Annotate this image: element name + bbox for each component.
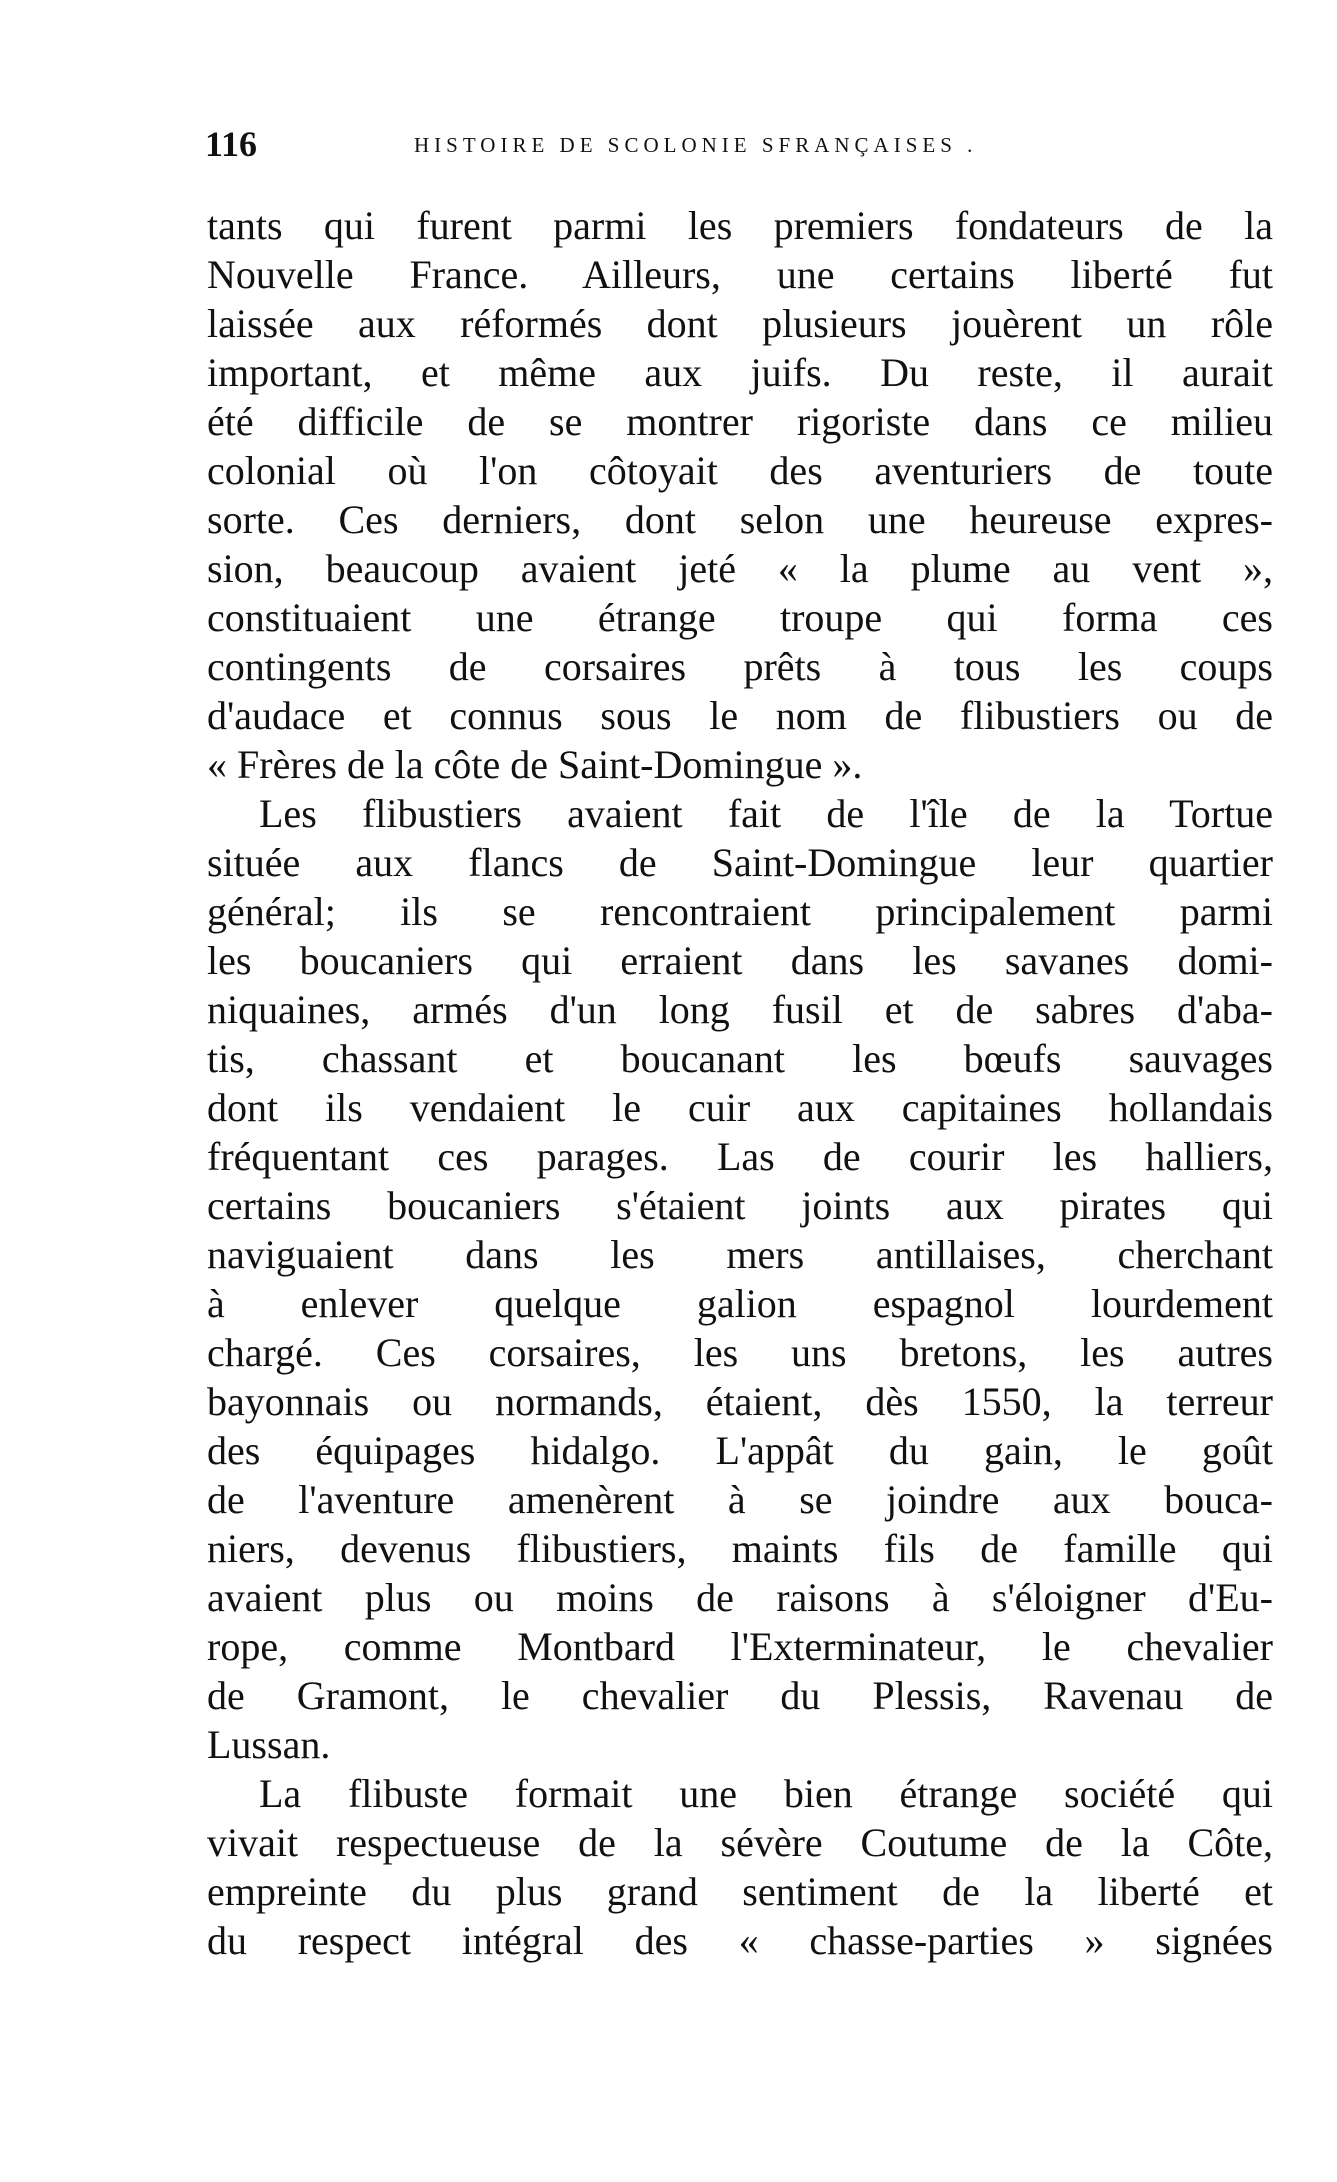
- text-line: colonial où l'on côtoyait des aventuriers de toute: [207, 448, 1273, 493]
- text-line: tants qui furent parmi les premiers fondateurs de la: [207, 203, 1273, 248]
- text-line: avaient plus ou moins de raisons à s'éloigner d'Eu-: [207, 1575, 1273, 1620]
- text-line: niers, devenus flibustiers, maints fils de famille qui: [207, 1526, 1273, 1571]
- text-line: dont ils vendaient le cuir aux capitaines hollandais: [207, 1085, 1273, 1130]
- text-line: naviguaient dans les mers antillaises, cherchant: [207, 1232, 1273, 1277]
- text-line: de l'aventure amenèrent à se joindre aux bouca-: [207, 1477, 1273, 1522]
- text-line: rope, comme Montbard l'Exterminateur, le chevalier: [207, 1624, 1273, 1669]
- page-number: 116: [205, 124, 258, 164]
- running-title: HISTOIRE DE SCOLONIE SFRANÇAISES .: [414, 133, 978, 157]
- text-line: niquaines, armés d'un long fusil et de sabres d'aba-: [207, 987, 1273, 1032]
- text-line: constituaient une étrange troupe qui forma ces: [207, 595, 1273, 640]
- text-line: bayonnais ou normands, étaient, dès 1550, la terreur: [207, 1379, 1273, 1424]
- paragraph-end-line: « Frères de la côte de Saint-Domingue ».: [207, 742, 863, 787]
- text-line: fréquentant ces parages. Las de courir les halliers,: [207, 1134, 1273, 1179]
- text-line: vivait respectueuse de la sévère Coutume de la Côte,: [207, 1820, 1273, 1865]
- text-line: à enlever quelque galion espagnol lourdement: [207, 1281, 1273, 1326]
- text-line: des équipages hidalgo. L'appât du gain, le goût: [207, 1428, 1273, 1473]
- text-line: été difficile de se montrer rigoriste dans ce milieu: [207, 399, 1273, 444]
- text-line: Nouvelle France. Ailleurs, une certains liberté fut: [207, 252, 1273, 297]
- text-line: laissée aux réformés dont plusieurs jouèrent un rôle: [207, 301, 1273, 346]
- text-line: les boucaniers qui erraient dans les savanes domi-: [207, 938, 1273, 983]
- page-header: [205, 124, 1055, 172]
- text-line: certains boucaniers s'étaient joints aux pirates qui: [207, 1183, 1273, 1228]
- text-line: empreinte du plus grand sentiment de la liberté et: [207, 1869, 1273, 1914]
- text-line: d'audace et connus sous le nom de flibustiers ou de: [207, 693, 1273, 738]
- text-line: tis, chassant et boucanant les bœufs sauvages: [207, 1036, 1273, 1081]
- text-line: général; ils se rencontraient principalement parmi: [207, 889, 1273, 934]
- text-line: située aux flancs de Saint-Domingue leur quartier: [207, 840, 1273, 885]
- text-line: sorte. Ces derniers, dont selon une heureuse expres-: [207, 497, 1273, 542]
- text-line: contingents de corsaires prêts à tous les coups: [207, 644, 1273, 689]
- body-text: [207, 201, 1273, 1965]
- text-line: chargé. Ces corsaires, les uns bretons, les autres: [207, 1330, 1273, 1375]
- text-line: sion, beaucoup avaient jeté « la plume au vent »,: [207, 546, 1273, 591]
- text-line: de Gramont, le chevalier du Plessis, Ravenau de: [207, 1673, 1273, 1718]
- text-line: du respect intégral des « chasse-parties » signées: [207, 1918, 1273, 1963]
- paragraph-start-line: Les flibustiers avaient fait de l'île de la Tortue: [259, 791, 1273, 836]
- text-line: important, et même aux juifs. Du reste, il aurait: [207, 350, 1273, 395]
- paragraph-start-line: La flibuste formait une bien étrange société qui: [259, 1771, 1273, 1816]
- paragraph-end-line: Lussan.: [207, 1722, 331, 1767]
